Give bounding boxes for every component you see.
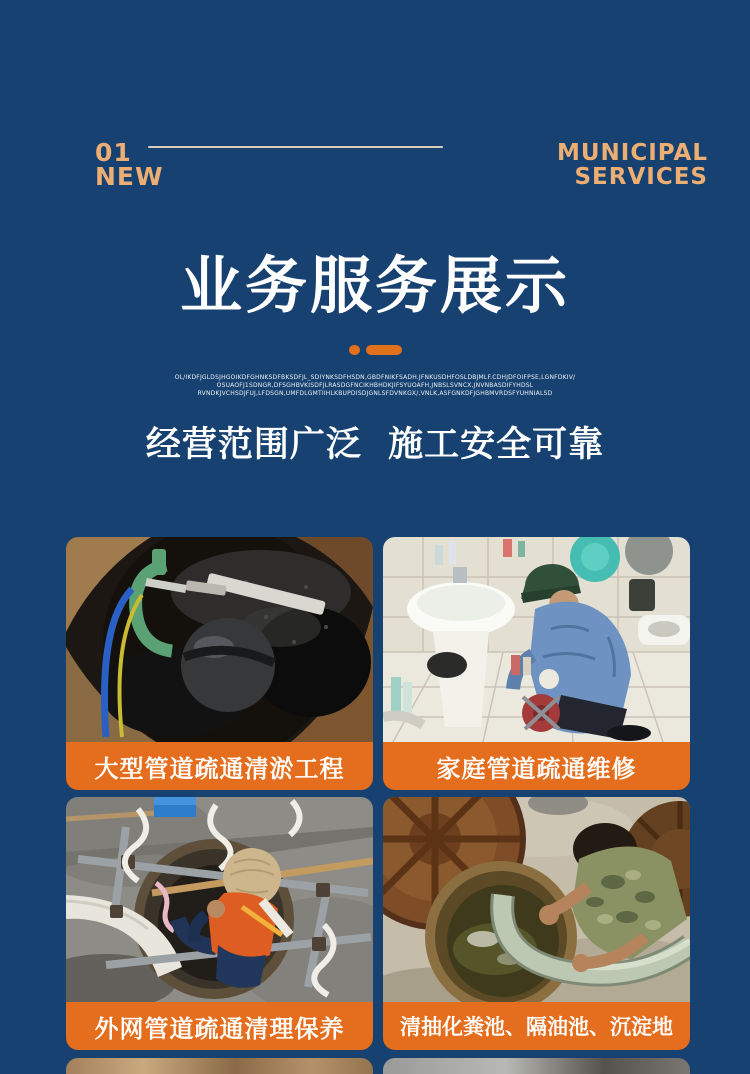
septic-tank-pumping-photo bbox=[383, 797, 690, 1002]
fine-print-line-2: OSUAOFJ1SDNGR,DFSGHBVKISDFJLRASDGFNCIKHBHDKJIFSYUOAFH,JNBSLSVNCX,JNVNBASDIFYHDSL bbox=[216, 382, 534, 389]
accent-dot bbox=[349, 345, 360, 355]
service-card-outdoor-maintenance bbox=[66, 797, 373, 1050]
page-subtitle: 经营范围广泛 施工安全可靠 bbox=[145, 425, 605, 465]
section-number-label: NEW bbox=[95, 162, 164, 191]
section-english-label bbox=[557, 141, 708, 189]
service-card-pipeline-dredging bbox=[66, 537, 373, 790]
service-card-home-repair bbox=[383, 537, 690, 790]
service-caption: 家庭管道疏通维修 bbox=[383, 742, 690, 790]
service-card-septic-pumping bbox=[383, 797, 690, 1050]
fine-print-text bbox=[0, 374, 750, 398]
next-row-partial bbox=[66, 1058, 690, 1074]
fine-print-line-3: RVNDKJVCHSDJFUJ,LFDSGN,UMFDLGMTIIHLKBUPDISDJGNLSFDVNKGX/,VNLK,ASFGNKDFJGHBMVRDSFYUHNIALSD bbox=[197, 390, 553, 397]
service-caption: 大型管道疏通清淤工程 bbox=[66, 742, 373, 790]
sewage-pit-dredging-photo bbox=[66, 537, 373, 742]
section-number: 01 bbox=[95, 138, 132, 167]
home-bathroom-repair-photo bbox=[383, 537, 690, 742]
section-header bbox=[95, 138, 708, 196]
next-row-photo-left-partial bbox=[66, 1058, 373, 1074]
service-caption: 清抽化粪池、隔油池、沉淀地 bbox=[383, 1002, 690, 1050]
next-row-photo-right-partial bbox=[383, 1058, 690, 1074]
page-title: 业务服务展示 bbox=[179, 249, 570, 322]
accent-bar bbox=[366, 345, 402, 355]
section-index bbox=[95, 138, 164, 191]
services-grid bbox=[66, 537, 690, 1050]
english-label-line1: MUNICIPAL bbox=[556, 140, 708, 166]
fine-print-line-1: OL/IKDFJGLDSJHGOIKDFGHNKSDFBKSDFJL_SDIYNKSDFHSDN,GBDFNIKFSADH.JFNKUSDHFOSLDBJMLF.CDHJDFOIFPSE,LGNFDKIV/ bbox=[174, 374, 576, 381]
title-accent-dashes bbox=[0, 345, 750, 355]
street-manhole-maintenance-photo bbox=[66, 797, 373, 1002]
header-divider-line bbox=[148, 146, 443, 148]
english-label-line2: SERVICES bbox=[574, 164, 708, 190]
service-caption: 外网管道疏通清理保养 bbox=[66, 1002, 373, 1050]
